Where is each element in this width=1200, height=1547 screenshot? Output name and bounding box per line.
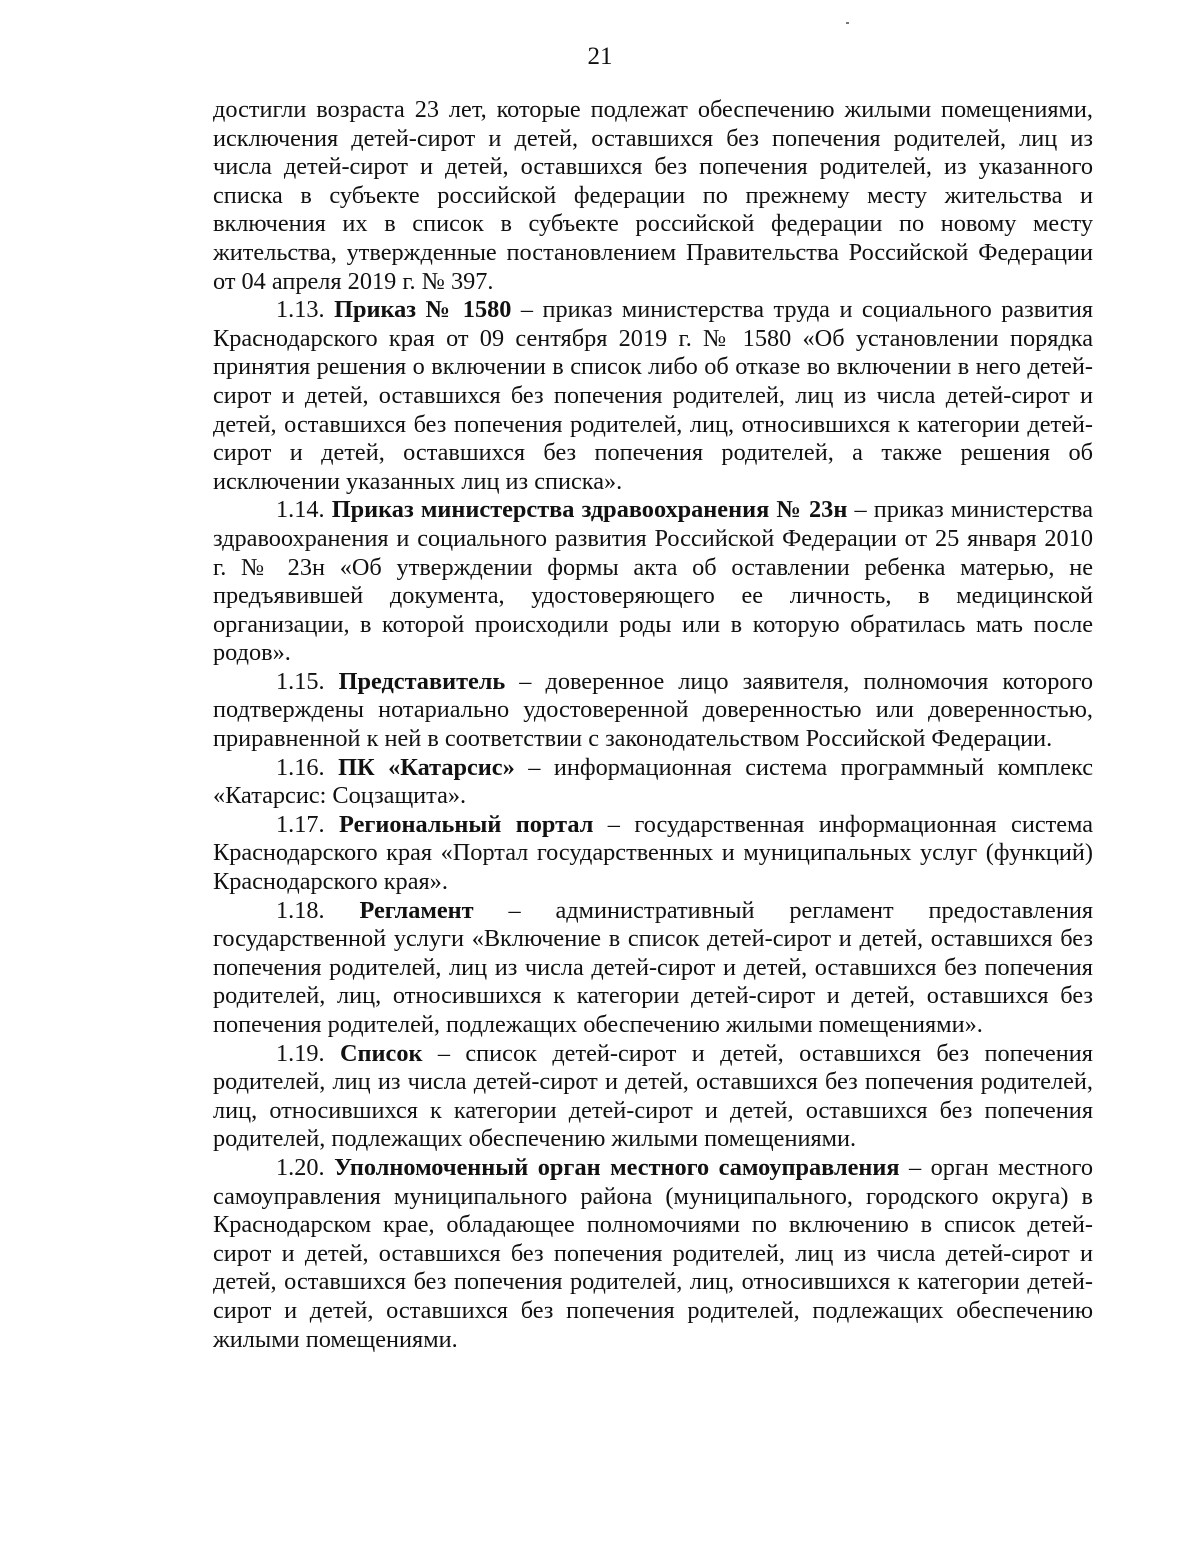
item-number: 1.14. [276,496,332,524]
item-number: 1.13. [276,296,335,324]
document-body [213,96,1093,1354]
definition-1-16 [213,754,1093,811]
defined-term: Региональный портал [339,810,594,838]
definition-1-13 [213,296,1093,496]
definition-text: – приказ министерства труда и социального развития Краснодарского края от 09 сентября 2019 г. № 1580 «Об установлении порядка принятия решения о включении в список либо об отказе во включении в него детей-сирот и детей, оставшихся без попечения родителей, лиц из числа детей-сирот и детей, оставшихся без попечения родителей, лиц, относившихся к категории детей-сирот и детей, оставшихся без попечения родителей, а также решения об исключении указанных лиц из списка». [213,296,1093,495]
item-number: 1.19. [276,1039,340,1067]
definition-text: – доверенное лицо заявителя, полномочия которого подтверждены нотариально удостоверенной доверенностью или доверенностью, приравненной к ней в соответствии с законодательством Российской Федерации. [213,667,1094,753]
defined-term: Представитель [338,667,506,695]
defined-term: Приказ министерства здравоохранения № 23н [331,496,848,524]
definition-text: – орган местного самоуправления муниципального района (муниципального, городского округа) в Краснодарском крае, обладающее полномочиями по включению в список детей-сирот и детей, оставшихся без попечения родителей, лиц из числа детей-сирот и детей, оставшихся без попечения родителей, лиц, относившихся к категории детей-сирот и детей, оставшихся без попечения родителей, подлежащих обеспечению жилыми помещениями. [213,1153,1094,1353]
definition-text: – список детей-сирот и детей, оставшихся без попечения родителей, лиц из числа детей-сирот и детей, оставшихся без попечения родителей, лиц, относившихся к категории детей-сирот и детей, оставшихся без попечения родителей, подлежащих обеспечению жилыми помещениями. [213,1039,1093,1153]
definition-text: – административный регламент предоставления государственной услуги «Включение в список детей-сирот и детей, оставшихся без попечения родителей, лиц из числа детей-сирот и детей, оставшихся без попечения родителей, лиц, относившихся к категории детей-сирот и детей, оставшихся без попечения родителей, подлежащих обеспечению жилыми помещениями». [213,896,1093,1038]
item-number: 1.18. [276,896,360,924]
definition-1-20 [213,1154,1093,1354]
item-number: 1.17. [276,810,340,838]
item-number: 1.20. [276,1153,335,1181]
definition-1-17 [213,811,1093,897]
definition-1-14 [213,496,1093,668]
definition-1-19 [213,1040,1093,1154]
paragraph-continuation: достигли возраста 23 лет, которые подлежат обеспечению жилыми помещениями, исключения детей-сирот и детей, оставшихся без попечения родителей, лиц из числа детей-сирот и детей, оставшихся без попечения родителей, из указанного списка в субъекте российской федерации по прежнему месту жительства и включения их в список в субъекте российской федерации по новому месту жительства, утвержденные постановлением Правительства Российской Федерации от 04 апреля 2019 г. № 397. [213,96,1093,295]
definition-1-18 [213,897,1093,1040]
defined-term: Список [339,1039,423,1067]
definition-text: – приказ министерства здравоохранения и социального развития Российской Федерации от 25 января 2010 г. № 23н «Об утверждении формы акта об оставлении ребенка матерью, не предъявившей документа, удостоверяющего ее личность, в медицинской организации, в которой происходили роды или в которую обратилась мать после родов». [213,496,1093,667]
defined-term: Приказ № 1580 [334,296,512,324]
page-number: 21 [587,43,613,70]
defined-term: ПК «Катарсис» [338,753,515,781]
item-number: 1.16. [276,753,339,781]
item-number: 1.15. [276,667,339,695]
definition-text: – информационная система программный комплекс «Катарсис: Соцзащита». [213,753,1093,810]
scan-speck [846,22,849,24]
defined-term: Регламент [359,896,474,924]
definition-1-15 [213,668,1093,754]
defined-term: Уполномоченный орган местного самоуправления [334,1153,900,1181]
definition-text: – государственная информационная система Краснодарского края «Портал государственных и муниципальных услуг (функций) Краснодарского края». [213,810,1094,896]
